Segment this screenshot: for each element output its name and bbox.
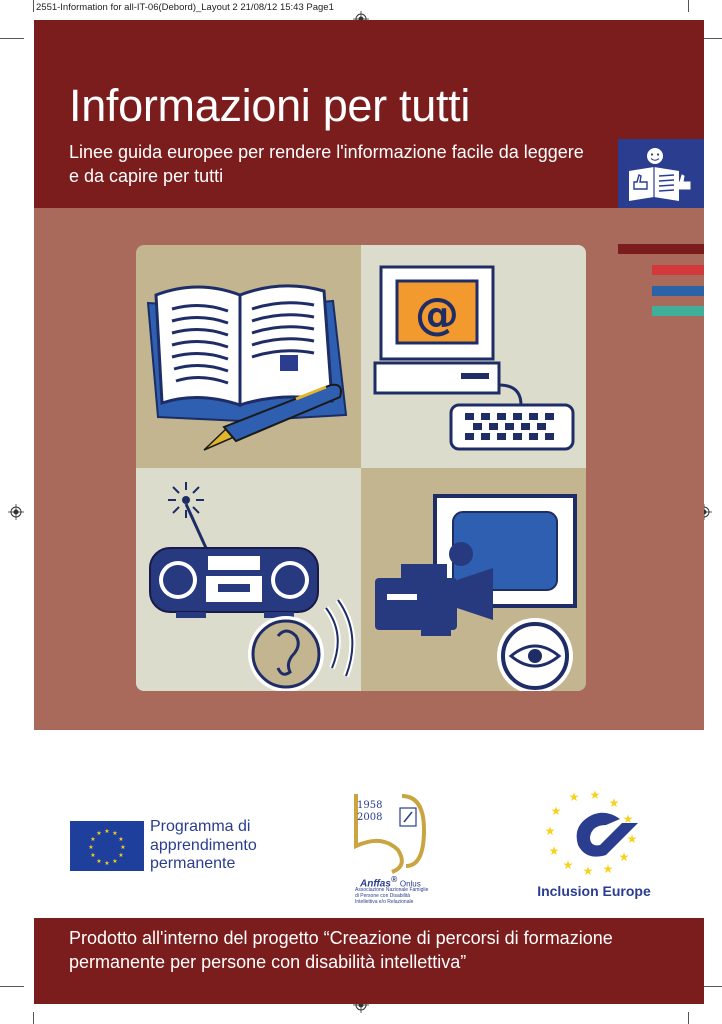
crop-mark: [0, 38, 24, 39]
anffas-year-end: 2008: [357, 812, 383, 823]
partner-logos: [0, 730, 722, 918]
anffas-year-start: 1958: [357, 800, 383, 811]
illustration-section: [34, 208, 704, 730]
crop-mark: [33, 0, 34, 12]
decorative-stripe: [618, 244, 704, 254]
svg-text:★: ★: [90, 852, 96, 859]
svg-text:★: ★: [120, 844, 126, 851]
svg-text:★: ★: [112, 830, 118, 837]
svg-text:★: ★: [562, 858, 574, 872]
svg-text:★: ★: [626, 832, 638, 846]
svg-text:★: ★: [112, 858, 118, 865]
print-slug: 2551-Information for all-IT-06(Debord)_Layout 2 21/08/12 15:43 Page1: [36, 2, 334, 13]
svg-text:★: ★: [548, 844, 560, 858]
registration-mark-icon: [8, 504, 24, 520]
svg-text:★: ★: [96, 830, 102, 837]
crop-mark: [33, 1012, 34, 1024]
reading-writing-tile: [136, 245, 361, 468]
inclusion-europe-icon: [530, 785, 665, 881]
cover-header: [34, 20, 704, 208]
anffas-logo: [352, 790, 432, 905]
camera-eye-icon: [361, 468, 586, 691]
svg-text:★: ★: [104, 860, 110, 867]
anffas-name-text: Anffas: [360, 878, 391, 890]
radio-ear-icon: [136, 468, 361, 691]
svg-text:★: ★: [602, 862, 614, 876]
eu-program-name: Programma di apprendimento permanente: [150, 818, 257, 872]
decorative-stripe: [652, 286, 704, 296]
svg-text:★: ★: [550, 804, 562, 818]
computer-at-icon: [361, 245, 586, 468]
svg-text:★: ★: [622, 812, 634, 826]
svg-text:★: ★: [608, 796, 620, 810]
eu-stars-icon: [70, 821, 144, 871]
svg-text:★: ★: [88, 844, 94, 851]
anffas-name: Anffas® Onlus: [360, 874, 421, 890]
anffas-description: Associazione Nazionale Famiglie di Persone con Disabilità Intellettiva e/o Relazionale: [355, 887, 429, 905]
footer-text: Prodotto all'interno del progetto “Creazione di percorsi di formazione permanente per persone con disabilità intellettiva”: [69, 928, 613, 972]
illustration-panel: [136, 245, 586, 691]
svg-text:★: ★: [118, 852, 124, 859]
easy-read-icon: [618, 139, 704, 208]
svg-text:@: @: [415, 289, 459, 340]
crop-mark: [688, 1012, 689, 1024]
book-pen-icon: [136, 245, 361, 468]
svg-text:★: ★: [618, 850, 630, 864]
svg-text:★: ★: [589, 788, 601, 802]
video-tile: [361, 468, 586, 691]
svg-text:★: ★: [544, 824, 556, 838]
svg-text:★: ★: [568, 790, 580, 804]
decorative-stripe: [652, 306, 704, 316]
anffas-50-icon: [352, 790, 432, 874]
easy-read-logo: [618, 139, 704, 208]
svg-text:★: ★: [96, 858, 102, 865]
page-title: Informazioni per tutti: [69, 80, 471, 131]
svg-text:★: ★: [582, 864, 594, 878]
radio-tile: [136, 468, 361, 691]
page-subtitle: Linee guida europee per rendere l'informazione facile da leggere e da capire per tutti: [69, 142, 584, 186]
eu-flag-logo: [70, 821, 144, 871]
inclusion-europe-logo: [530, 785, 665, 905]
crop-mark: [0, 986, 24, 987]
computer-tile: [361, 245, 586, 468]
cover-footer: [34, 918, 704, 1004]
svg-text:★: ★: [104, 828, 110, 835]
decorative-stripe: [652, 265, 704, 275]
inclusion-europe-name: Inclusion Europe: [537, 883, 651, 899]
svg-text:★: ★: [90, 836, 96, 843]
svg-text:★: ★: [118, 836, 124, 843]
crop-mark: [688, 0, 689, 12]
anffas-onlus: Onlus: [399, 879, 421, 889]
